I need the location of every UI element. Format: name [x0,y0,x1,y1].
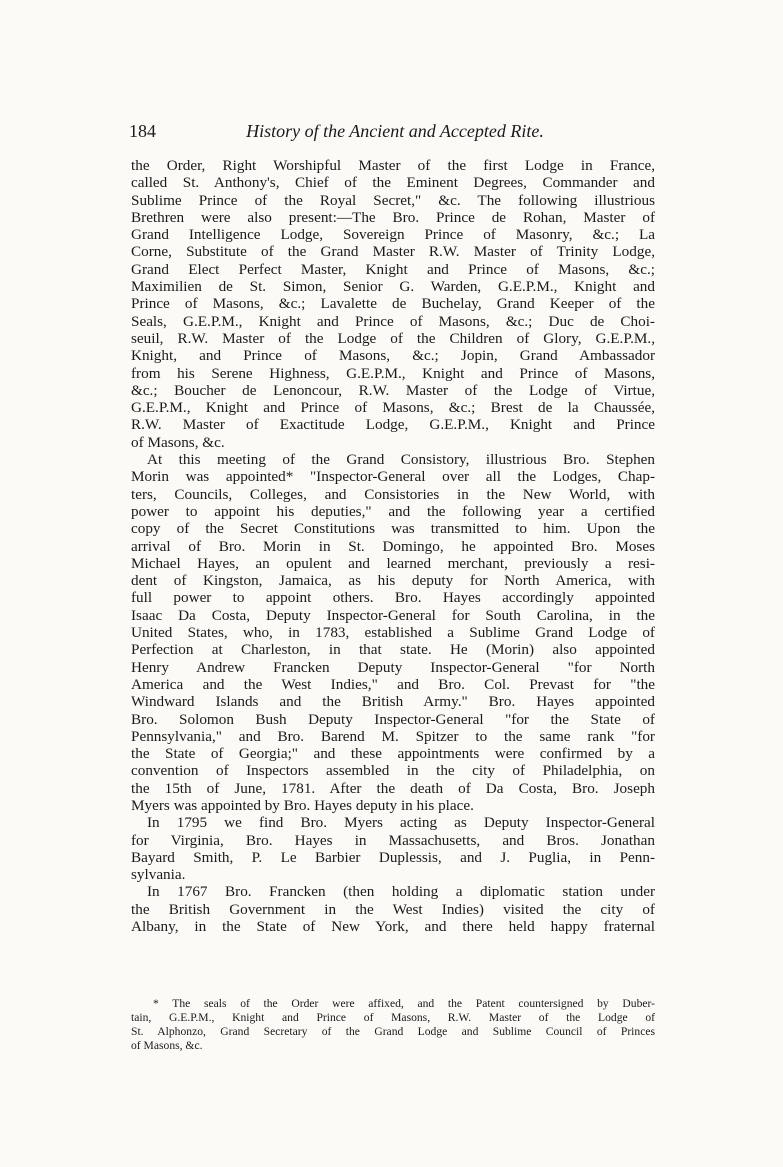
running-header [129,121,659,147]
text-line: At this meeting of the Grand Consistory, illustrious Bro. Stephen [147,451,655,469]
text-line: Morin was appointed* "Inspector-General over all the Lodges, Chap- [131,468,655,486]
text-line: dent of Kingston, Jamaica, as his deputy for North America, with [131,572,655,590]
text-line: Perfection at Charleston, in that state. He (Morin) also appointed [131,641,655,659]
text-line: United States, who, in 1783, established a Sublime Grand Lodge of [131,624,655,642]
text-line: Albany, in the State of New York, and there held happy fraternal [131,918,655,936]
text-line: In 1795 we find Bro. Myers acting as Deputy Inspector-General [147,814,655,832]
text-line: Pennsylvania," and Bro. Barend M. Spitzer to the same rank "for [131,727,655,745]
text-line: full power to appoint others. Bro. Hayes accordingly appointed [131,589,655,607]
footnote-line: tain, G.E.P.M., Knight and Prince of Masons, R.W. Master of the Lodge of [131,1011,655,1024]
text-line: Sublime Prince of the Royal Secret," &c. The following illustrious [131,191,655,209]
text-line: Seals, G.E.P.M., Knight and Prince of Masons, &c.; Duc de Choi- [131,312,655,330]
text-line: ters, Councils, Colleges, and Consistories in the New World, with [131,485,655,503]
text-line: of Masons, &c. [131,433,225,451]
text-line: sylvania. [131,866,186,884]
text-line: Grand Elect Perfect Master, Knight and Prince of Masons, &c.; [131,260,655,278]
footnote-line: St. Alphonzo, Grand Secretary of the Grand Lodge and Sublime Council of Princes [131,1025,655,1038]
text-line: Henry Andrew Francken Deputy Inspector-General "for North [131,658,655,676]
text-line: &c.; Boucher de Lenoncour, R.W. Master of the Lodge of Virtue, [131,381,655,399]
text-line: Maximilien de St. Simon, Senior G. Warden, G.E.P.M., Knight and [131,278,655,296]
text-line: the Order, Right Worshipful Master of the first Lodge in France, [131,157,655,174]
text-line: the State of Georgia;" and these appointments were confirmed by a [131,745,655,763]
text-line: Windward Islands and the British Army." Bro. Hayes appointed [131,693,655,711]
page-number: 184 [129,121,156,141]
text-line: arrival of Bro. Morin in St. Domingo, he appointed Bro. Moses [131,537,655,555]
text-line: R.W. Master of Exactitude Lodge, G.E.P.M., Knight and Prince [131,416,655,434]
text-line: copy of the Secret Constitutions was transmitted to him. Upon the [131,520,655,538]
text-line: Myers was appointed by Bro. Hayes deputy in his place. [131,796,474,814]
text-line: Grand Intelligence Lodge, Sovereign Prince of Masonry, &c.; La [131,226,655,244]
text-line: from his Serene Highness, G.E.P.M., Knight and Prince of Masons, [131,364,655,382]
text-line: the British Government in the West Indies) visited the city of [131,900,655,918]
footnote-line: of Masons, &c. [131,1039,203,1052]
footnote-line: * The seals of the Order were affixed, and the Patent countersigned by Duber- [153,997,655,1010]
text-line: convention of Inspectors assembled in the city of Philadelphia, on [131,762,655,780]
footnote [131,997,655,1053]
body-text [131,157,655,935]
running-title: History of the Ancient and Accepted Rite. [246,121,544,141]
text-line: G.E.P.M., Knight and Prince of Masons, &c.; Brest de la Chaussée, [131,399,655,417]
text-line: Brethren were also present:—The Bro. Prince de Rohan, Master of [131,208,655,226]
text-line: Michael Hayes, an opulent and learned merchant, previously a resi- [131,554,655,572]
text-line: Bro. Solomon Bush Deputy Inspector-General "for the State of [131,710,655,728]
text-line: In 1767 Bro. Francken (then holding a diplomatic station under [147,883,655,901]
text-line: Knight, and Prince of Masons, &c.; Jopin, Grand Ambassador [131,347,655,365]
text-line: the 15th of June, 1781. After the death of Da Costa, Bro. Joseph [131,779,655,797]
text-line: America and the West Indies," and Bro. Col. Prevast for "the [131,675,655,693]
text-line: Corne, Substitute of the Grand Master R.W. Master of Trinity Lodge, [131,243,655,261]
text-line: Bayard Smith, P. Le Barbier Duplessis, and J. Puglia, in Penn- [131,848,655,866]
text-line: for Virginia, Bro. Hayes in Massachusetts, and Bros. Jonathan [131,831,655,849]
text-line: seuil, R.W. Master of the Lodge of the Children of Glory, G.E.P.M., [131,329,655,347]
text-line: power to appoint his deputies," and the following year a certified [131,502,655,520]
text-line: Prince of Masons, &c.; Lavalette de Buchelay, Grand Keeper of the [131,295,655,313]
text-line: called St. Anthony's, Chief of the Eminent Degrees, Commander and [131,174,655,192]
text-line: Isaac Da Costa, Deputy Inspector-General for South Carolina, in the [131,606,655,624]
